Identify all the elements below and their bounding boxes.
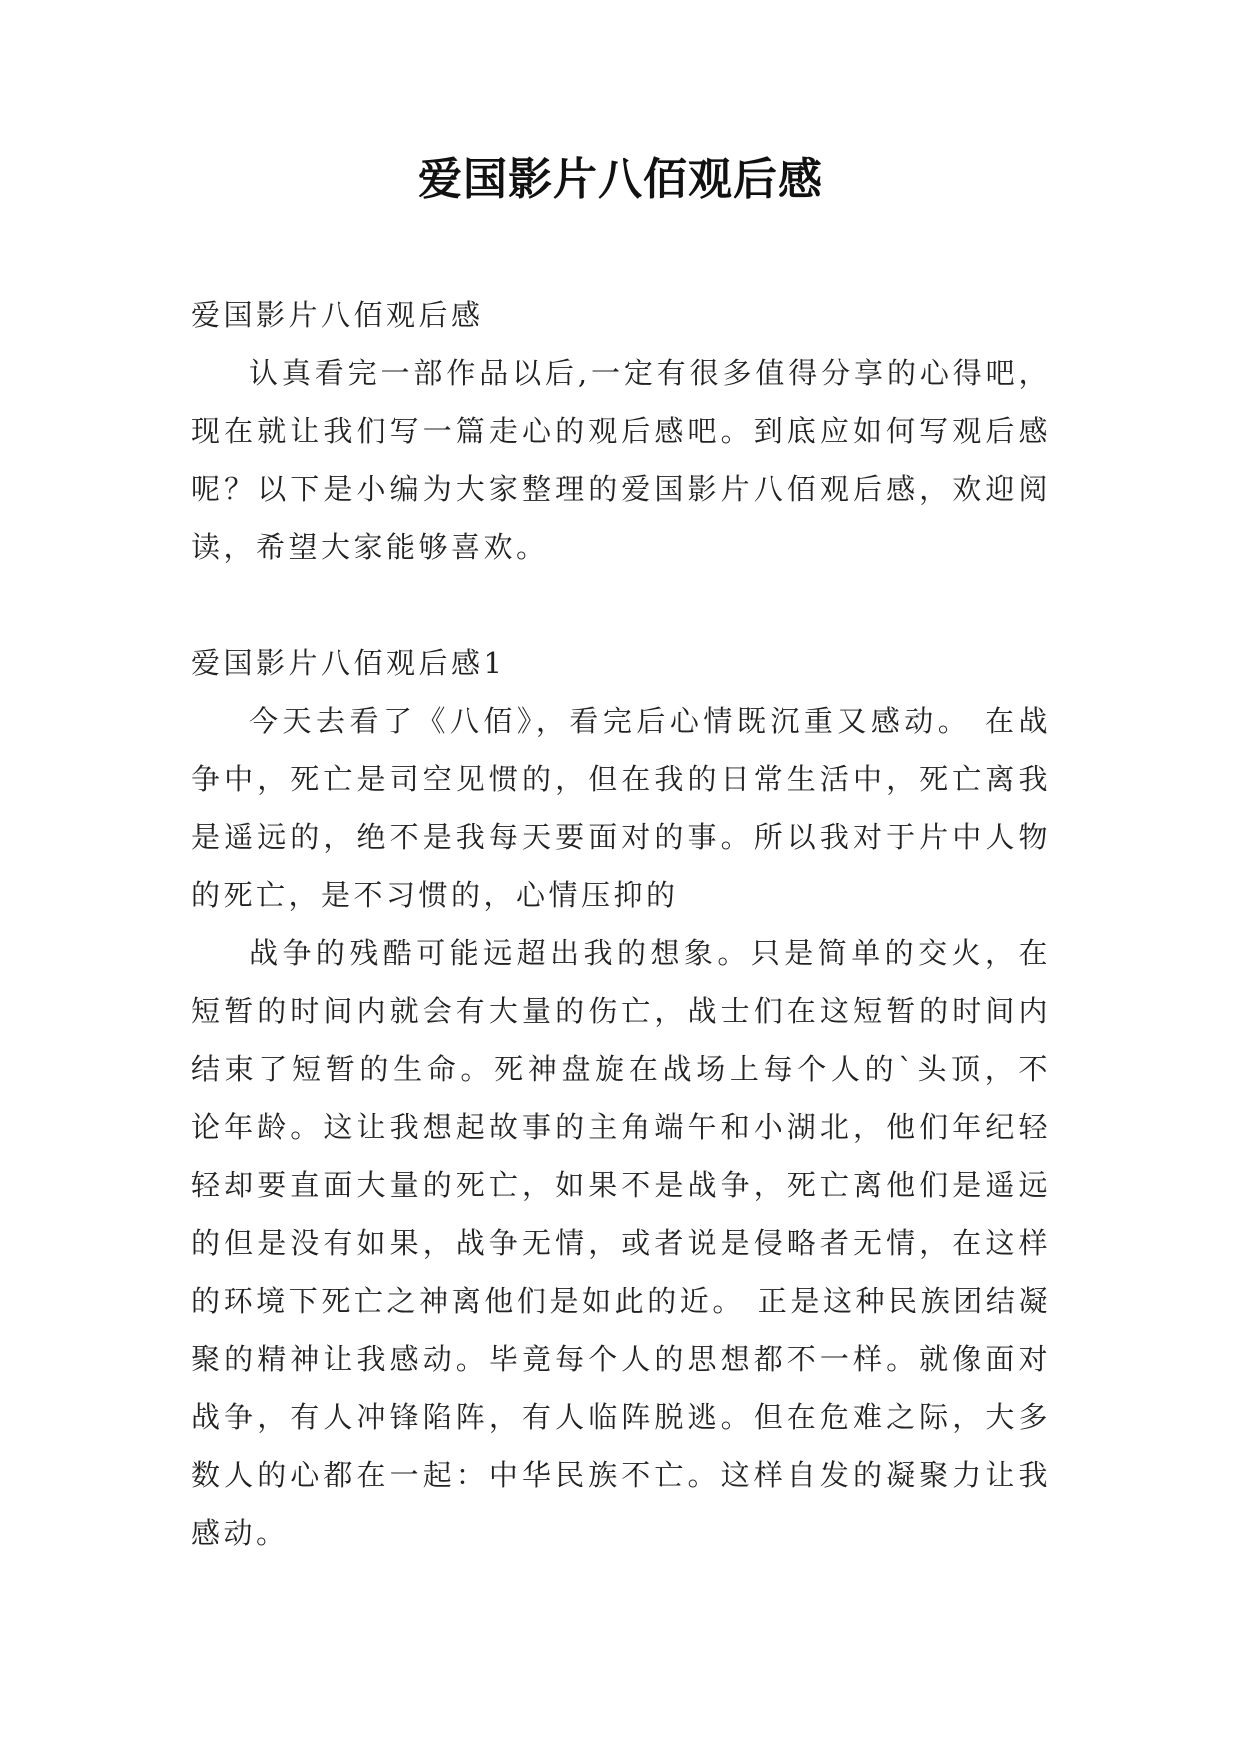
section1-heading: 爱国影片八佰观后感1: [191, 646, 506, 680]
intro-heading: 爱国影片八佰观后感: [191, 298, 484, 332]
section-spacer: [191, 576, 1051, 634]
intro-paragraph: 认真看完一部作品以后,一定有很多值得分享的心得吧，现在就让我们写一篇走心的观后感吧。到底应如何写观后感呢？以下是小编为大家整理的爱国影片八佰观后感，欢迎阅读，希望大家能够喜欢。: [191, 356, 1051, 564]
document-body: [191, 286, 1051, 1562]
section1-paragraph-1: 今天去看了《八佰》，看完后心情既沉重又感动。 在战争中，死亡是司空见惯的，但在我的日常生活中，死亡离我是遥远的，绝不是我每天要面对的事。所以我对于片中人物的死亡，是不习惯的，心情压抑的: [191, 704, 1051, 912]
document-title: 爱国影片八佰观后感: [418, 154, 823, 205]
section1-paragraph-2: 战争的残酷可能远超出我的想象。只是简单的交火，在短暂的时间内就会有大量的伤亡，战士们在这短暂的时间内结束了短暂的生命。死神盘旋在战场上每个人的`头顶，不论年龄。这让我想起故事的主角端午和小湖北，他们年纪轻轻却要直面大量的死亡，如果不是战争，死亡离他们是遥远的但是没有如果，战争无情，或者说是侵略者无情，在这样的环境下死亡之神离他们是如此的近。 正是这种民族团结凝聚的精神让我感动。毕竟每个人的思想都不一样。就像面对战争，有人冲锋陷阵，有人临阵脱逃。但在危难之际，大多数人的心都在一起：中华民族不亡。这样自发的凝聚力让我感动。: [191, 936, 1051, 1550]
